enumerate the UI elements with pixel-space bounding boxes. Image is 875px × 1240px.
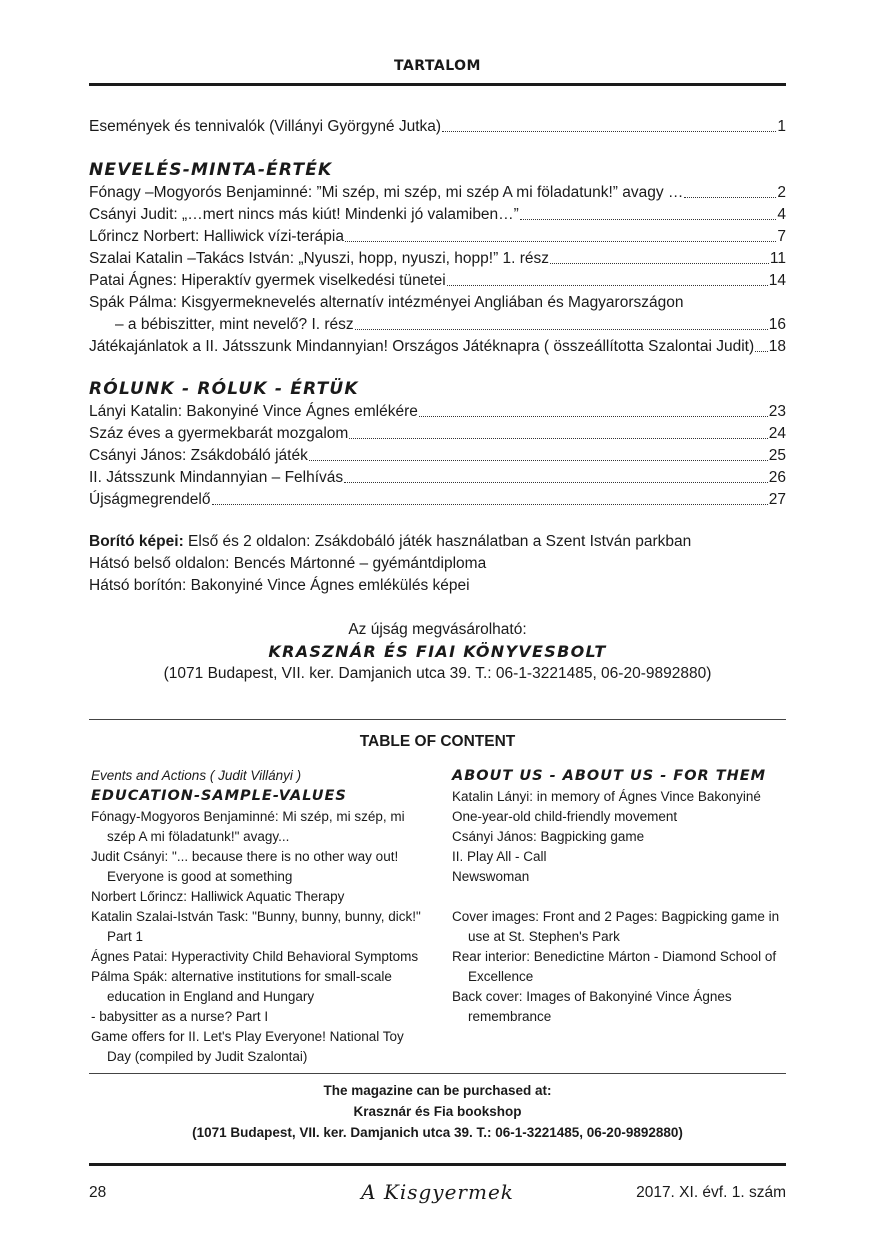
english-intro-entry[interactable]: Events and Actions ( Judit Villányi ) bbox=[91, 768, 302, 783]
toc-entry[interactable] bbox=[89, 401, 786, 423]
header-rule bbox=[89, 83, 786, 86]
english-purchase-line: The magazine can be purchased at: bbox=[323, 1083, 552, 1098]
english-toc-title: TABLE OF CONTENT bbox=[359, 733, 516, 750]
toc-entry-title: – a bébiszitter, mint nevelő? I. rész bbox=[115, 316, 354, 333]
toc-intro bbox=[89, 116, 786, 138]
toc-entry[interactable] bbox=[89, 467, 786, 489]
english-toc-left-column bbox=[91, 766, 431, 1067]
toc-entry-continuation[interactable] bbox=[89, 314, 786, 336]
bookshop-name: KRASZNÁR ÉS FIAI KÖNYVESBOLT bbox=[268, 642, 607, 661]
english-entry[interactable]: One-year-old child-friendly movement bbox=[452, 809, 678, 824]
english-cover-line: Cover images: Front and 2 Pages: Bagpicking game in use at St. Stephen's Park bbox=[452, 909, 780, 944]
toc-entry[interactable] bbox=[89, 336, 786, 358]
dot-leader bbox=[344, 482, 768, 483]
english-bookshop-name: Krasznár és Fia bookshop bbox=[353, 1104, 522, 1119]
cover-label: Borító képei: bbox=[89, 533, 184, 550]
toc-entry-page: 4 bbox=[777, 206, 786, 223]
purchase-intro: Az újság megvásárolható: bbox=[348, 621, 527, 638]
toc-entry-page: 2 bbox=[777, 184, 786, 201]
dot-leader bbox=[212, 504, 768, 505]
bookshop-address: (1071 Budapest, VII. ker. Damjanich utca 39. T.: 06-1-3221485, 06-20-9892880) bbox=[163, 665, 712, 682]
dot-leader bbox=[684, 197, 776, 198]
toc-entry-title: Fónagy –Mogyorós Benjaminné: ”Mi szép, mi szép, mi szép A mi föladatunk!” avagy … bbox=[89, 184, 684, 201]
english-purchase-info bbox=[89, 1080, 786, 1143]
english-cover-line: Back cover: Images of Bakonyiné Vince Ágnes remembrance bbox=[452, 989, 732, 1024]
toc-entry[interactable] bbox=[89, 489, 786, 511]
magazine-page bbox=[89, 0, 786, 1240]
toc-entry[interactable] bbox=[89, 445, 786, 467]
toc-entry-title: Lőrincz Norbert: Halliwick vízi-terápia bbox=[89, 228, 344, 245]
english-toc-right-column bbox=[452, 766, 788, 1027]
toc-entry-title: Spák Pálma: Kisgyermeknevelés alternatív intézményei Angliában és Magyarországon bbox=[89, 294, 684, 311]
english-bookshop-address: (1071 Budapest, VII. ker. Damjanich utca 39. T.: 06-1-3221485, 06-20-9892880) bbox=[192, 1125, 683, 1140]
toc-entry[interactable] bbox=[89, 204, 786, 226]
english-entry[interactable]: Game offers for II. Let's Play Everyone! National Toy Day (compiled by Judit Szalontai) bbox=[91, 1029, 404, 1064]
dot-leader bbox=[520, 219, 777, 220]
english-entry[interactable]: Katalin Lányi: in memory of Ágnes Vince Bakonyiné bbox=[452, 789, 761, 804]
toc-entry-title: Szalai Katalin –Takács István: „Nyuszi, hopp, nyuszi, hopp!” 1. rész bbox=[89, 250, 550, 267]
dot-leader bbox=[442, 131, 776, 132]
toc-entry[interactable] bbox=[89, 182, 786, 204]
toc-section-nevels bbox=[89, 158, 786, 358]
toc-entry[interactable] bbox=[89, 226, 786, 248]
dot-leader bbox=[419, 416, 768, 417]
toc-entry[interactable] bbox=[89, 248, 786, 270]
toc-entry-page: 7 bbox=[777, 228, 786, 245]
spacer bbox=[452, 887, 788, 907]
issue-info: 2017. XI. évf. 1. szám bbox=[636, 1184, 786, 1201]
english-entry[interactable]: Ágnes Patai: Hyperactivity Child Behavioral Symptoms bbox=[91, 949, 419, 964]
english-entry[interactable]: Newswoman bbox=[452, 869, 530, 884]
toc-section-rolunk bbox=[89, 377, 786, 511]
toc-entry-title: Játékajánlatok a II. Játsszunk Mindannyian! Országos Játéknapra ( összeállította Szalontai Judit) bbox=[89, 338, 755, 355]
english-entry[interactable]: - babysitter as a nurse? Part I bbox=[91, 1009, 269, 1024]
page-title: TARTALOM bbox=[393, 58, 481, 74]
toc-entry-title: Események és tennivalók (Villányi Györgyné Jutka) bbox=[89, 118, 442, 135]
dot-leader bbox=[550, 263, 769, 264]
toc-entry-title: II. Játsszunk Mindannyian – Felhívás bbox=[89, 469, 344, 486]
toc-entry-title: Száz éves a gyermekbarát mozgalom bbox=[89, 425, 349, 442]
dot-leader bbox=[349, 438, 767, 439]
toc-entry-page: 26 bbox=[768, 469, 786, 486]
magazine-name: A Kisgyermek bbox=[361, 1180, 514, 1204]
toc-entry-title: Lányi Katalin: Bakonyiné Vince Ágnes emlékére bbox=[89, 403, 418, 420]
section-divider bbox=[89, 1073, 786, 1074]
english-entry[interactable]: Fónagy-Mogyoros Benjaminné: Mi szép, mi szép, mi szép A mi föladatunk!" avagy... bbox=[91, 809, 405, 844]
toc-entry-page: 14 bbox=[768, 272, 786, 289]
page-footer bbox=[89, 1180, 786, 1206]
toc-entry-page: 18 bbox=[768, 338, 786, 355]
toc-entry-page: 24 bbox=[768, 425, 786, 442]
toc-entry-page: 16 bbox=[768, 316, 786, 333]
cover-line-1 bbox=[89, 531, 786, 553]
english-cover-line: Rear interior: Benedictine Márton - Diamond School of Excellence bbox=[452, 949, 777, 984]
section-heading: NEVELÉS-MINTA-ÉRTÉK bbox=[89, 160, 333, 180]
toc-entry[interactable] bbox=[89, 270, 786, 292]
dot-leader bbox=[345, 241, 776, 242]
english-entry[interactable]: Judit Csányi: "... because there is no other way out! Everyone is good at something bbox=[91, 849, 399, 884]
section-divider bbox=[89, 719, 786, 720]
toc-entry-title: Csányi Judit: „…mert nincs más kiút! Mindenki jó valamiben…” bbox=[89, 206, 519, 223]
toc-entry-page: 25 bbox=[768, 447, 786, 464]
english-entry[interactable]: Norbert Lőrincz: Halliwick Aquatic Therapy bbox=[91, 889, 345, 904]
dot-leader bbox=[309, 460, 768, 461]
english-section-heading: EDUCATION-SAMPLE-VALUES bbox=[91, 788, 347, 804]
toc-entry-title: Csányi János: Zsákdobáló játék bbox=[89, 447, 308, 464]
section-heading: RÓLUNK - RÓLUK - ÉRTÜK bbox=[89, 379, 359, 399]
purchase-info bbox=[89, 619, 786, 685]
page-number: 28 bbox=[89, 1184, 107, 1201]
toc-entry[interactable] bbox=[89, 292, 786, 314]
toc-entry-page: 23 bbox=[768, 403, 786, 420]
cover-line-2: Hátsó belső oldalon: Bencés Mártonné – gyémántdiploma bbox=[89, 555, 487, 572]
english-entry[interactable]: Csányi János: Bagpicking game bbox=[452, 829, 645, 844]
footer-rule bbox=[89, 1163, 786, 1166]
dot-leader bbox=[355, 329, 768, 330]
cover-line-1-text: Első és 2 oldalon: Zsákdobáló játék használatban a Szent István parkban bbox=[183, 533, 692, 550]
toc-entry-title: Patai Ágnes: Hiperaktív gyermek viselkedési tünetei bbox=[89, 272, 446, 289]
english-entry[interactable]: II. Play All - Call bbox=[452, 849, 547, 864]
dot-leader bbox=[755, 351, 768, 352]
cover-images-info bbox=[89, 531, 786, 597]
toc-entry[interactable] bbox=[89, 116, 786, 138]
toc-entry-page: 1 bbox=[777, 118, 786, 135]
english-entry[interactable]: Pálma Spák: alternative institutions for small-scale education in England and Hungary bbox=[91, 969, 392, 1004]
toc-entry[interactable] bbox=[89, 423, 786, 445]
dot-leader bbox=[447, 285, 768, 286]
toc-entry-title: Újságmegrendelő bbox=[89, 491, 211, 508]
english-entry[interactable]: Katalin Szalai-István Task: "Bunny, bunny, bunny, dick!" Part 1 bbox=[91, 909, 421, 944]
cover-line-3: Hátsó borítón: Bakonyiné Vince Ágnes emlékülés képei bbox=[89, 577, 470, 594]
toc-entry-page: 27 bbox=[768, 491, 786, 508]
toc-entry-page: 11 bbox=[769, 250, 786, 267]
english-section-heading: ABOUT US - ABOUT US - FOR THEM bbox=[452, 768, 767, 784]
